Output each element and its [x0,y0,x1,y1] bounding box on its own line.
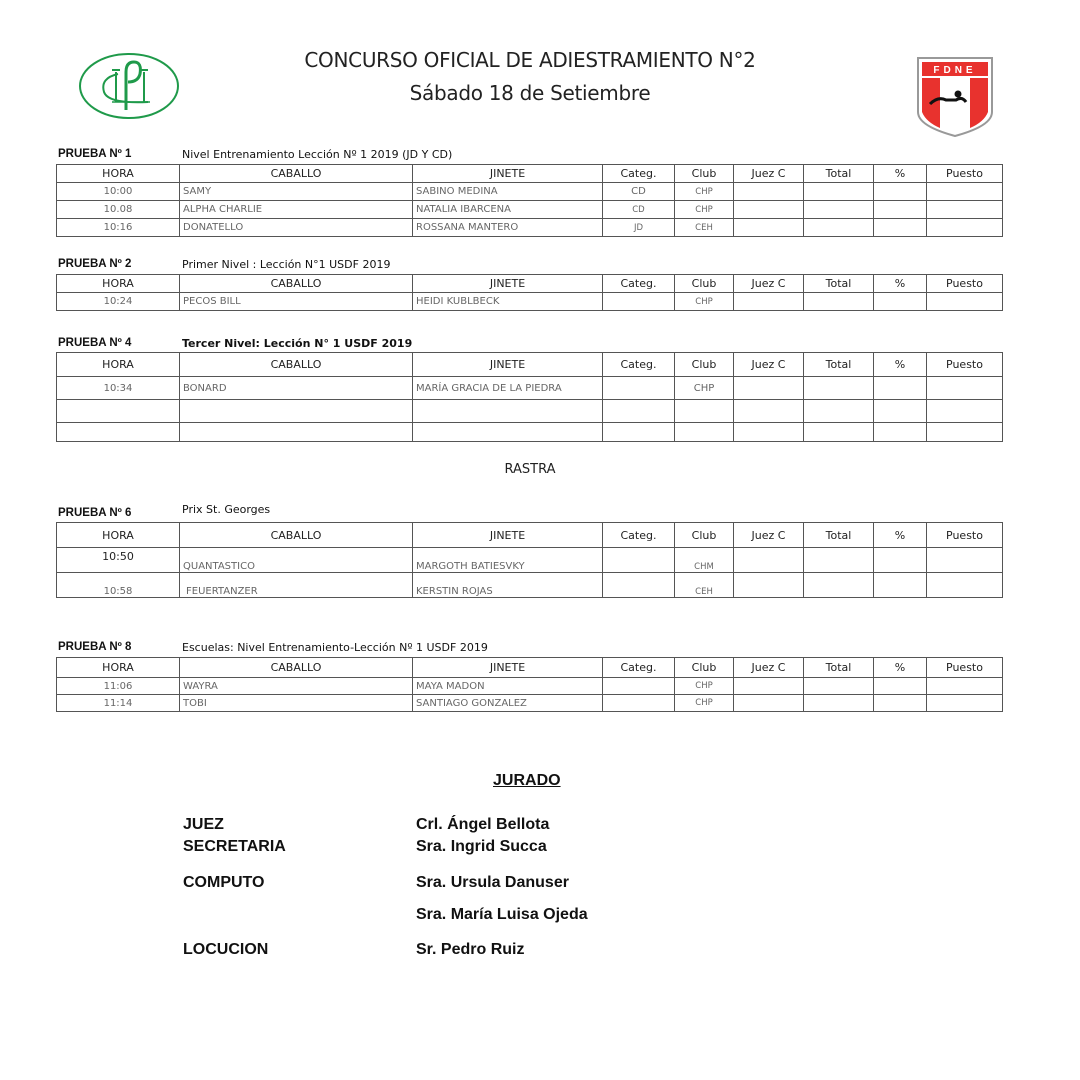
cell-pct [874,219,927,237]
cell-pct [874,573,927,598]
col-hora: HORA [57,523,180,548]
prueba-8-table [56,657,1003,712]
cell-pct [874,548,927,573]
cell-club: CHP [675,293,734,311]
table-header-row [57,523,1003,548]
cell-caballo [180,423,413,442]
prueba-description: Tercer Nivel: Lección N° 1 USDF 2019 [182,337,413,350]
table-header-row [57,165,1003,183]
cell-caballo: FEUERTANZER [180,573,413,598]
cell-hora: 10:34 [57,377,180,400]
jurado-role-secretaria: SECRETARIA [183,838,286,855]
cell-juez-c [734,377,804,400]
prueba-2-table [56,274,1003,311]
col-puesto: Puesto [927,353,1003,377]
cell-jinete: SABINO MEDINA [413,183,603,201]
cell-categ [603,548,675,573]
table-row [57,219,1003,237]
cell-jinete: NATALIA IBARCENA [413,201,603,219]
cell-pct [874,201,927,219]
table-header-row [57,353,1003,377]
cell-puesto [927,183,1003,201]
cell-jinete [413,423,603,442]
cell-jinete: HEIDI KUBLBECK [413,293,603,311]
col-club: Club [675,275,734,293]
col-puesto: Puesto [927,523,1003,548]
cell-juez-c [734,678,804,695]
cell-jinete: SANTIAGO GONZALEZ [413,695,603,712]
col-juez-c: Juez C [734,275,804,293]
col-club: Club [675,353,734,377]
cell-hora: 10:50 [57,548,180,573]
cell-jinete: MAYA MADON [413,678,603,695]
cell-categ: CD [603,201,675,219]
cell-total [804,695,874,712]
col-jinete: JINETE [413,353,603,377]
cell-hora: 10:00 [57,183,180,201]
cell-total [804,293,874,311]
cell-pct [874,377,927,400]
cell-club: CEH [675,219,734,237]
cell-total [804,219,874,237]
col-total: Total [804,523,874,548]
cell-club: CHP [675,695,734,712]
cell-caballo: SAMY [180,183,413,201]
table-row [57,377,1003,400]
cell-categ [603,678,675,695]
prueba-label: PRUEBA Nº 2 [58,258,132,270]
col-puesto: Puesto [927,658,1003,678]
col-caballo: CABALLO [180,275,413,293]
cell-juez-c [734,548,804,573]
jurado-name-secretaria: Sra. Ingrid Succa [416,838,547,855]
cell-categ [603,293,675,311]
cell-puesto [927,695,1003,712]
cell-puesto [927,423,1003,442]
col-caballo: CABALLO [180,658,413,678]
cell-club: CHP [675,678,734,695]
col-categ: Categ. [603,353,675,377]
table-header-row [57,275,1003,293]
cell-total [804,548,874,573]
page-subtitle: Sábado 18 de Setiembre [409,81,651,105]
cell-pct [874,695,927,712]
cell-puesto [927,219,1003,237]
rastra-label: RASTRA [504,462,556,477]
cell-jinete [413,400,603,423]
cell-caballo: TOBI [180,695,413,712]
cell-club: CHP [675,377,734,400]
cell-pct [874,183,927,201]
cell-club: CEH [675,573,734,598]
cell-juez-c [734,695,804,712]
col-pct: % [874,353,927,377]
table-row [57,695,1003,712]
cell-total [804,183,874,201]
prueba-description: Primer Nivel : Lección N°1 USDF 2019 [182,258,391,271]
cell-hora: 10:24 [57,293,180,311]
prueba-label: PRUEBA Nº 1 [58,148,132,160]
jurado-name-computo: Sra. Ursula Danuser [416,874,569,891]
cell-caballo: BONARD [180,377,413,400]
col-juez-c: Juez C [734,353,804,377]
prueba-description: Escuelas: Nivel Entrenamiento-Lección Nº 1 USDF 2019 [182,641,488,654]
cell-club: CHP [675,183,734,201]
col-hora: HORA [57,353,180,377]
col-hora: HORA [57,658,180,678]
cell-total [804,377,874,400]
col-total: Total [804,353,874,377]
cell-caballo [180,400,413,423]
jurado-role-computo: COMPUTO [183,874,265,891]
cell-juez-c [734,201,804,219]
table-row [57,678,1003,695]
cell-caballo: DONATELLO [180,219,413,237]
col-pct: % [874,523,927,548]
cell-juez-c [734,293,804,311]
cell-hora [57,400,180,423]
cell-jinete: KERSTIN ROJAS [413,573,603,598]
cell-total [804,400,874,423]
cell-total [804,573,874,598]
prueba-description: Prix St. Georges [182,503,271,516]
cell-hora: 10:58 [57,573,180,598]
table-header-row [57,658,1003,678]
cell-hora: 11:14 [57,695,180,712]
cell-juez-c [734,219,804,237]
cell-categ: JD [603,219,675,237]
col-categ: Categ. [603,275,675,293]
col-pct: % [874,165,927,183]
cell-club: CHM [675,548,734,573]
cell-caballo: WAYRA [180,678,413,695]
cell-caballo: PECOS BILL [180,293,413,311]
table-row [57,400,1003,423]
cell-jinete: MARGOTH BATIESVKY [413,548,603,573]
cell-juez-c [734,573,804,598]
cell-total [804,201,874,219]
cell-categ [603,423,675,442]
cell-pct [874,678,927,695]
col-caballo: CABALLO [180,165,413,183]
cell-categ [603,377,675,400]
jurado-name-locucion: Sr. Pedro Ruiz [416,941,525,958]
col-total: Total [804,165,874,183]
col-hora: HORA [57,275,180,293]
cell-juez-c [734,183,804,201]
cell-juez-c [734,400,804,423]
prueba-label: PRUEBA Nº 4 [58,337,132,349]
cell-categ: CD [603,183,675,201]
cell-puesto [927,400,1003,423]
table-row [57,201,1003,219]
col-puesto: Puesto [927,165,1003,183]
col-total: Total [804,658,874,678]
cell-puesto [927,573,1003,598]
col-jinete: JINETE [413,275,603,293]
col-hora: HORA [57,165,180,183]
col-total: Total [804,275,874,293]
col-juez-c: Juez C [734,165,804,183]
jurado-name-juez: Crl. Ángel Bellota [416,816,550,833]
table-row [57,183,1003,201]
cell-hora: 10.08 [57,201,180,219]
cell-categ [603,573,675,598]
cell-total [804,423,874,442]
cell-hora: 11:06 [57,678,180,695]
prueba-description: Nivel Entrenamiento Lección Nº 1 2019 (JD Y CD) [182,148,453,161]
cell-juez-c [734,423,804,442]
cell-puesto [927,678,1003,695]
jurado-role-juez: JUEZ [183,816,224,833]
cell-hora [57,423,180,442]
cell-pct [874,293,927,311]
fdne-shield-logo-icon [916,56,994,138]
prueba-label: PRUEBA Nº 6 [58,507,132,519]
cell-jinete: ROSSANA MANTERO [413,219,603,237]
cell-caballo: ALPHA CHARLIE [180,201,413,219]
jurado-role-locucion: LOCUCION [183,941,269,958]
table-row [57,548,1003,573]
col-puesto: Puesto [927,275,1003,293]
cell-club: CHP [675,201,734,219]
page-title: CONCURSO OFICIAL DE ADIESTRAMIENTO N°2 [304,48,756,72]
cell-puesto [927,201,1003,219]
col-jinete: JINETE [413,523,603,548]
col-club: Club [675,165,734,183]
table-row [57,423,1003,442]
jurado-name-computo-2: Sra. María Luisa Ojeda [416,906,588,923]
prueba-1-table [56,164,1003,237]
col-juez-c: Juez C [734,658,804,678]
col-pct: % [874,275,927,293]
col-caballo: CABALLO [180,353,413,377]
cell-caballo: QUANTASTICO [180,548,413,573]
col-juez-c: Juez C [734,523,804,548]
col-categ: Categ. [603,523,675,548]
svg-text:FDNE: FDNE [933,65,977,76]
cell-categ [603,695,675,712]
prueba-label: PRUEBA Nº 8 [58,641,132,653]
table-row [57,573,1003,598]
col-caballo: CABALLO [180,523,413,548]
col-categ: Categ. [603,658,675,678]
col-jinete: JINETE [413,658,603,678]
prueba-6-table [56,522,1003,598]
jurado-title: JURADO [493,772,561,789]
col-club: Club [675,523,734,548]
cell-total [804,678,874,695]
col-categ: Categ. [603,165,675,183]
cell-club [675,423,734,442]
cell-categ [603,400,675,423]
col-club: Club [675,658,734,678]
cell-puesto [927,293,1003,311]
cell-puesto [927,548,1003,573]
prueba-4-table [56,352,1003,442]
cell-pct [874,423,927,442]
cell-puesto [927,377,1003,400]
cell-pct [874,400,927,423]
table-row [57,293,1003,311]
cell-hora: 10:16 [57,219,180,237]
col-pct: % [874,658,927,678]
cell-club [675,400,734,423]
cell-jinete: MARÍA GRACIA DE LA PIEDRA [413,377,603,400]
col-jinete: JINETE [413,165,603,183]
